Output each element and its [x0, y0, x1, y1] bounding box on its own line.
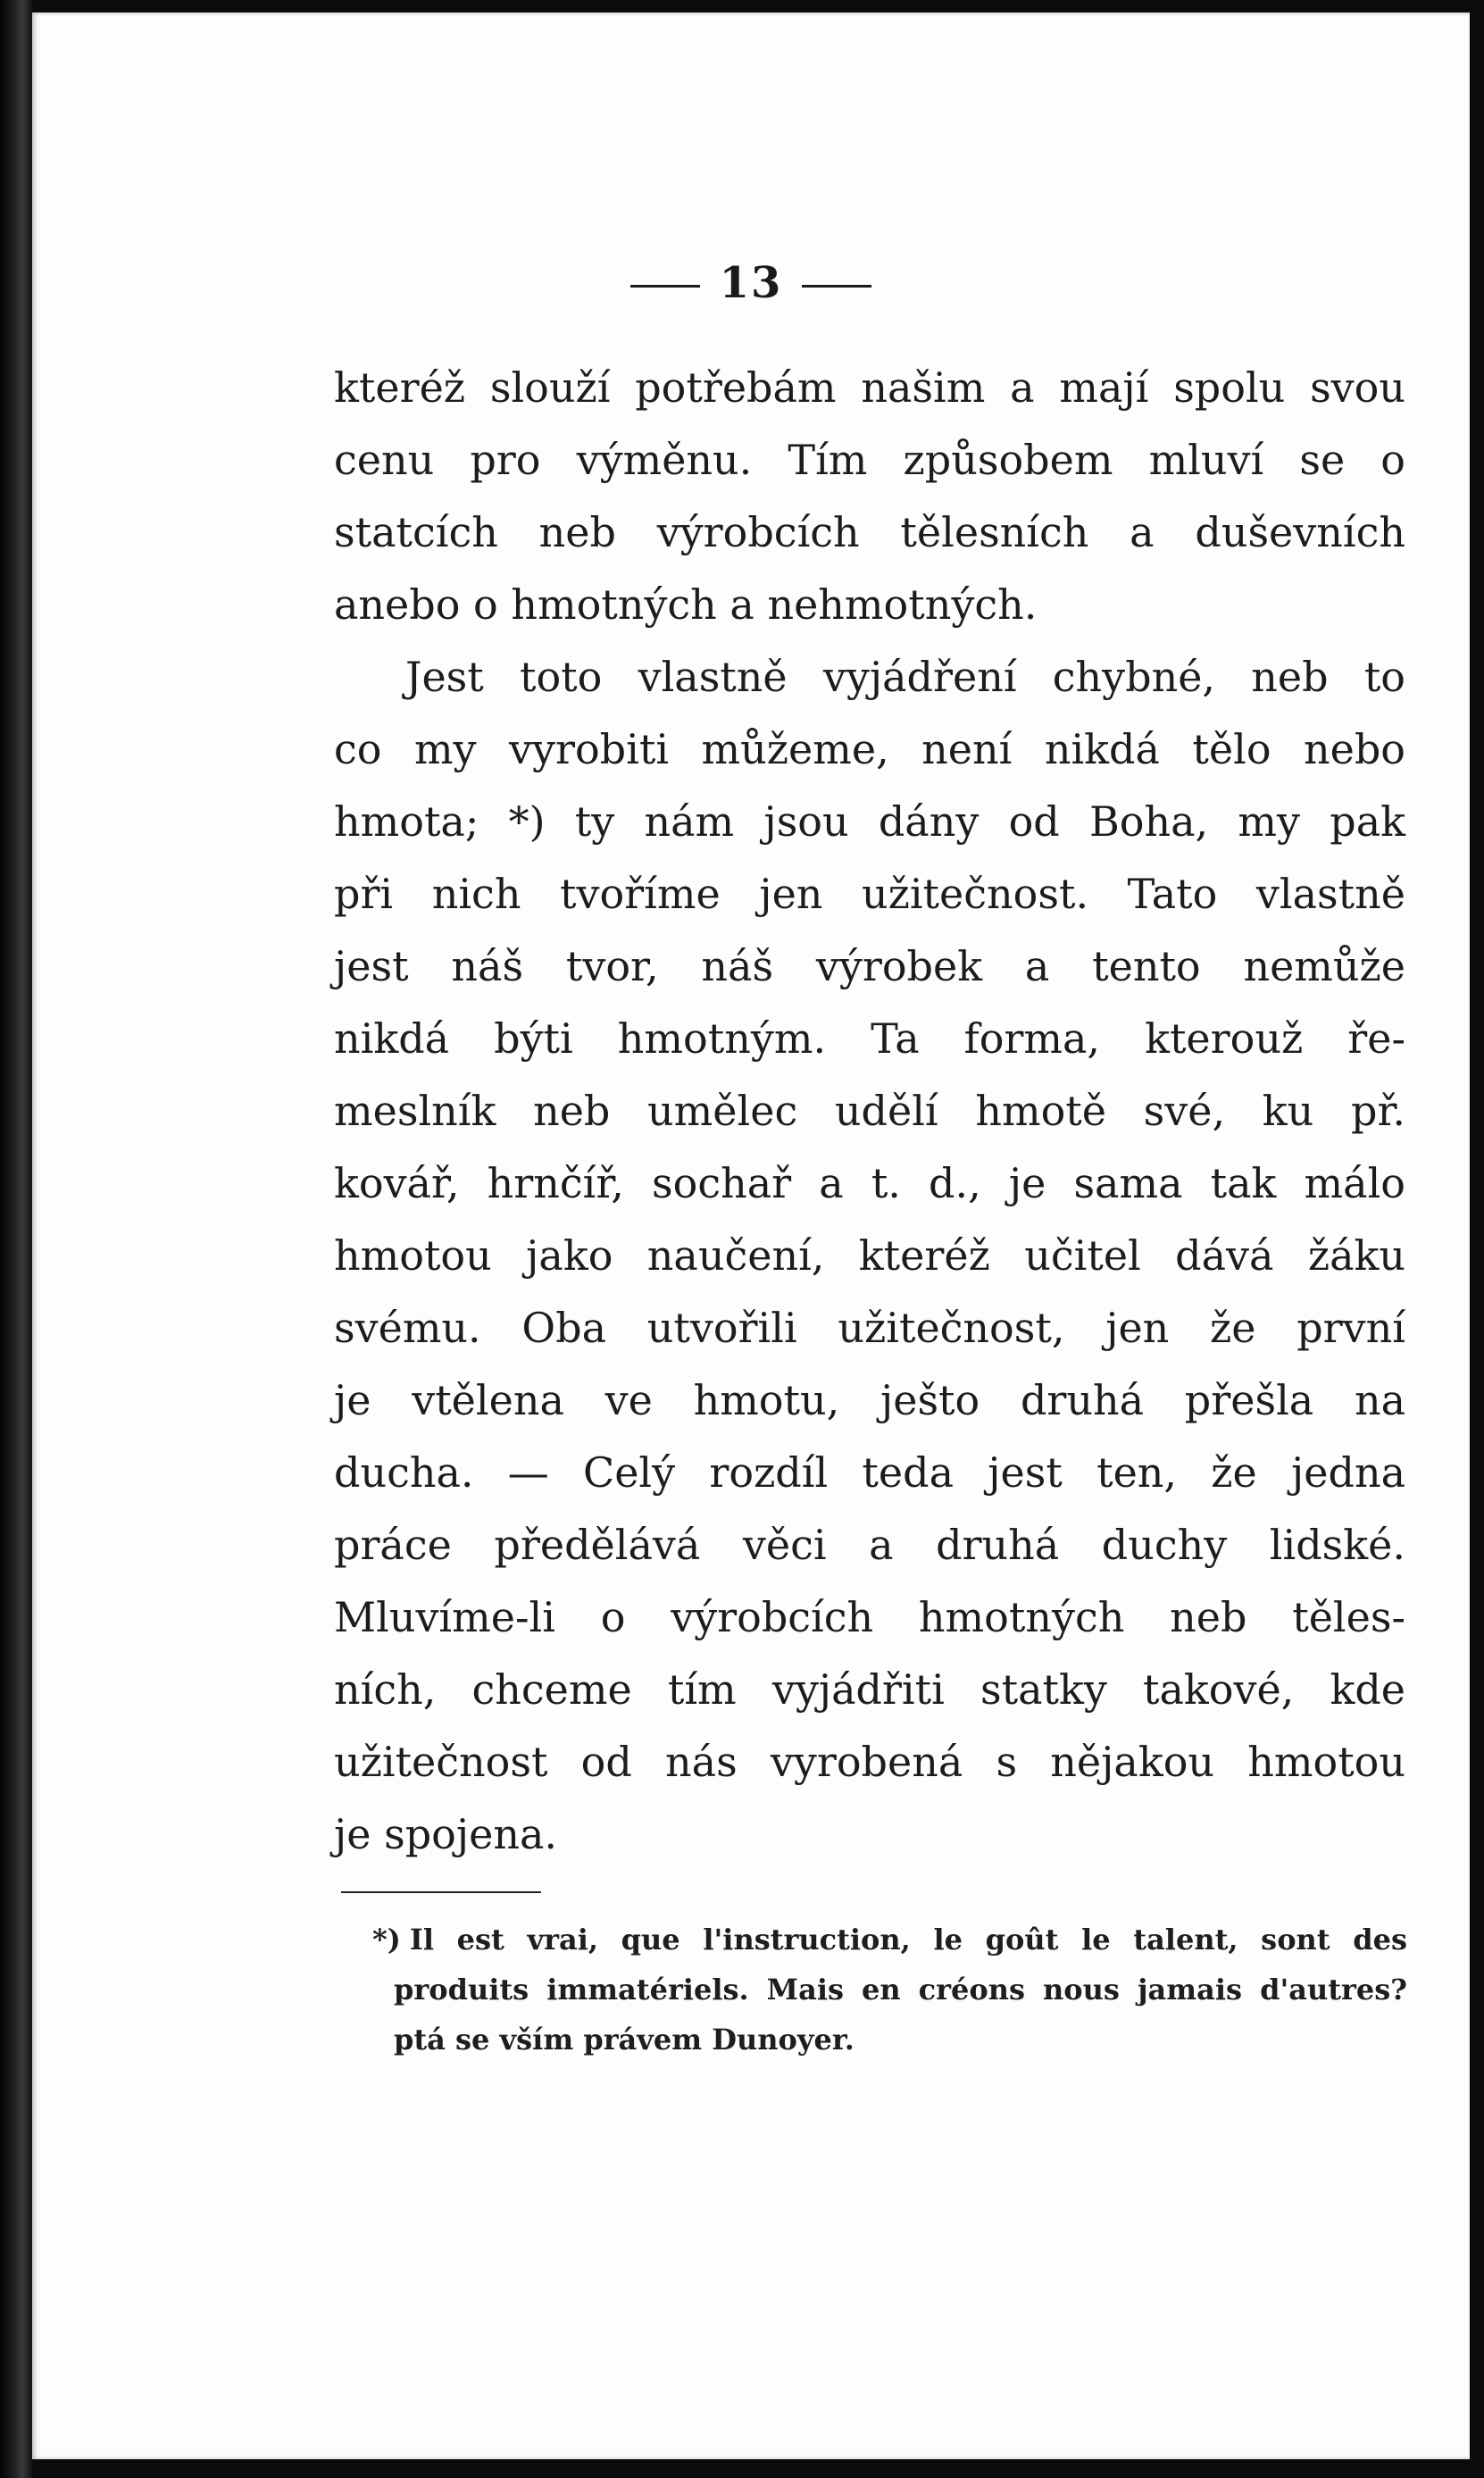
footnote-line-text: Il est vrai, que l'instruction, le goût le talent, sont des — [409, 1923, 1407, 1957]
text-line: hmota; *) ty nám jsou dány od Boha, my pak — [334, 797, 1405, 846]
text-line: svému. Oba utvořili užitečnost, jen že první — [334, 1304, 1405, 1352]
text-line: kovář, hrnčíř, sochař a t. d., je sama tak málo — [334, 1159, 1405, 1207]
page-header — [32, 258, 1470, 308]
text-line: anebo o hmotných a nehmotných. — [334, 580, 1038, 629]
text-line: statcích neb výrobcích tělesních a duševních — [334, 508, 1405, 556]
text-line: je vtělena ve hmotu, ješto druhá přešla na — [334, 1376, 1405, 1424]
text-line: co my vyrobiti můžeme, není nikdá tělo nebo — [334, 725, 1405, 773]
text-line: užitečnost od nás vyrobená s nějakou hmotou — [334, 1738, 1405, 1786]
text-line: je spojena. — [334, 1810, 558, 1858]
text-line: práce předělává věci a druhá duchy lidské. — [334, 1521, 1405, 1569]
text-line: cenu pro výměnu. Tím způsobem mluví se o — [334, 436, 1405, 484]
body-text — [334, 352, 1405, 1871]
footnote-line — [372, 1915, 1407, 1965]
text-line: nikdá býti hmotným. Ta forma, kterouž ře- — [334, 1014, 1405, 1063]
footnote-line: produits immatériels. Mais en créons nous jamais d'autres? — [394, 1973, 1407, 2007]
footnote-line: ptá se vším právem Dunoyer. — [394, 2023, 855, 2057]
text-line: Mluvíme-li o výrobcích hmotných neb těles- — [334, 1593, 1405, 1641]
header-dash-right — [802, 285, 871, 288]
text-line: hmotou jako naučení, kteréž učitel dává žáku — [334, 1231, 1405, 1280]
footnote-marker: *) — [372, 1923, 401, 1957]
book-page — [32, 13, 1470, 2459]
header-dash-left — [630, 285, 700, 288]
text-line: při nich tvoříme jen užitečnost. Tato vlastně — [334, 870, 1405, 918]
text-line: Jest toto vlastně vyjádření chybné, neb to — [405, 653, 1405, 701]
book-spine-edge — [0, 0, 32, 2478]
text-line: ducha. — Celý rozdíl teda jest ten, že jedna — [334, 1448, 1405, 1497]
text-line: ních, chceme tím vyjádřiti statky takové, kde — [334, 1665, 1405, 1714]
text-line: kteréž slouží potřebám našim a mají spolu svou — [334, 363, 1405, 412]
text-line: jest náš tvor, náš výrobek a tento nemůže — [334, 942, 1405, 990]
footnote-separator — [341, 1891, 541, 1893]
text-line: meslník neb umělec udělí hmotě své, ku př. — [334, 1087, 1405, 1135]
footnote — [372, 1915, 1407, 2065]
page-number: 13 — [719, 258, 783, 308]
